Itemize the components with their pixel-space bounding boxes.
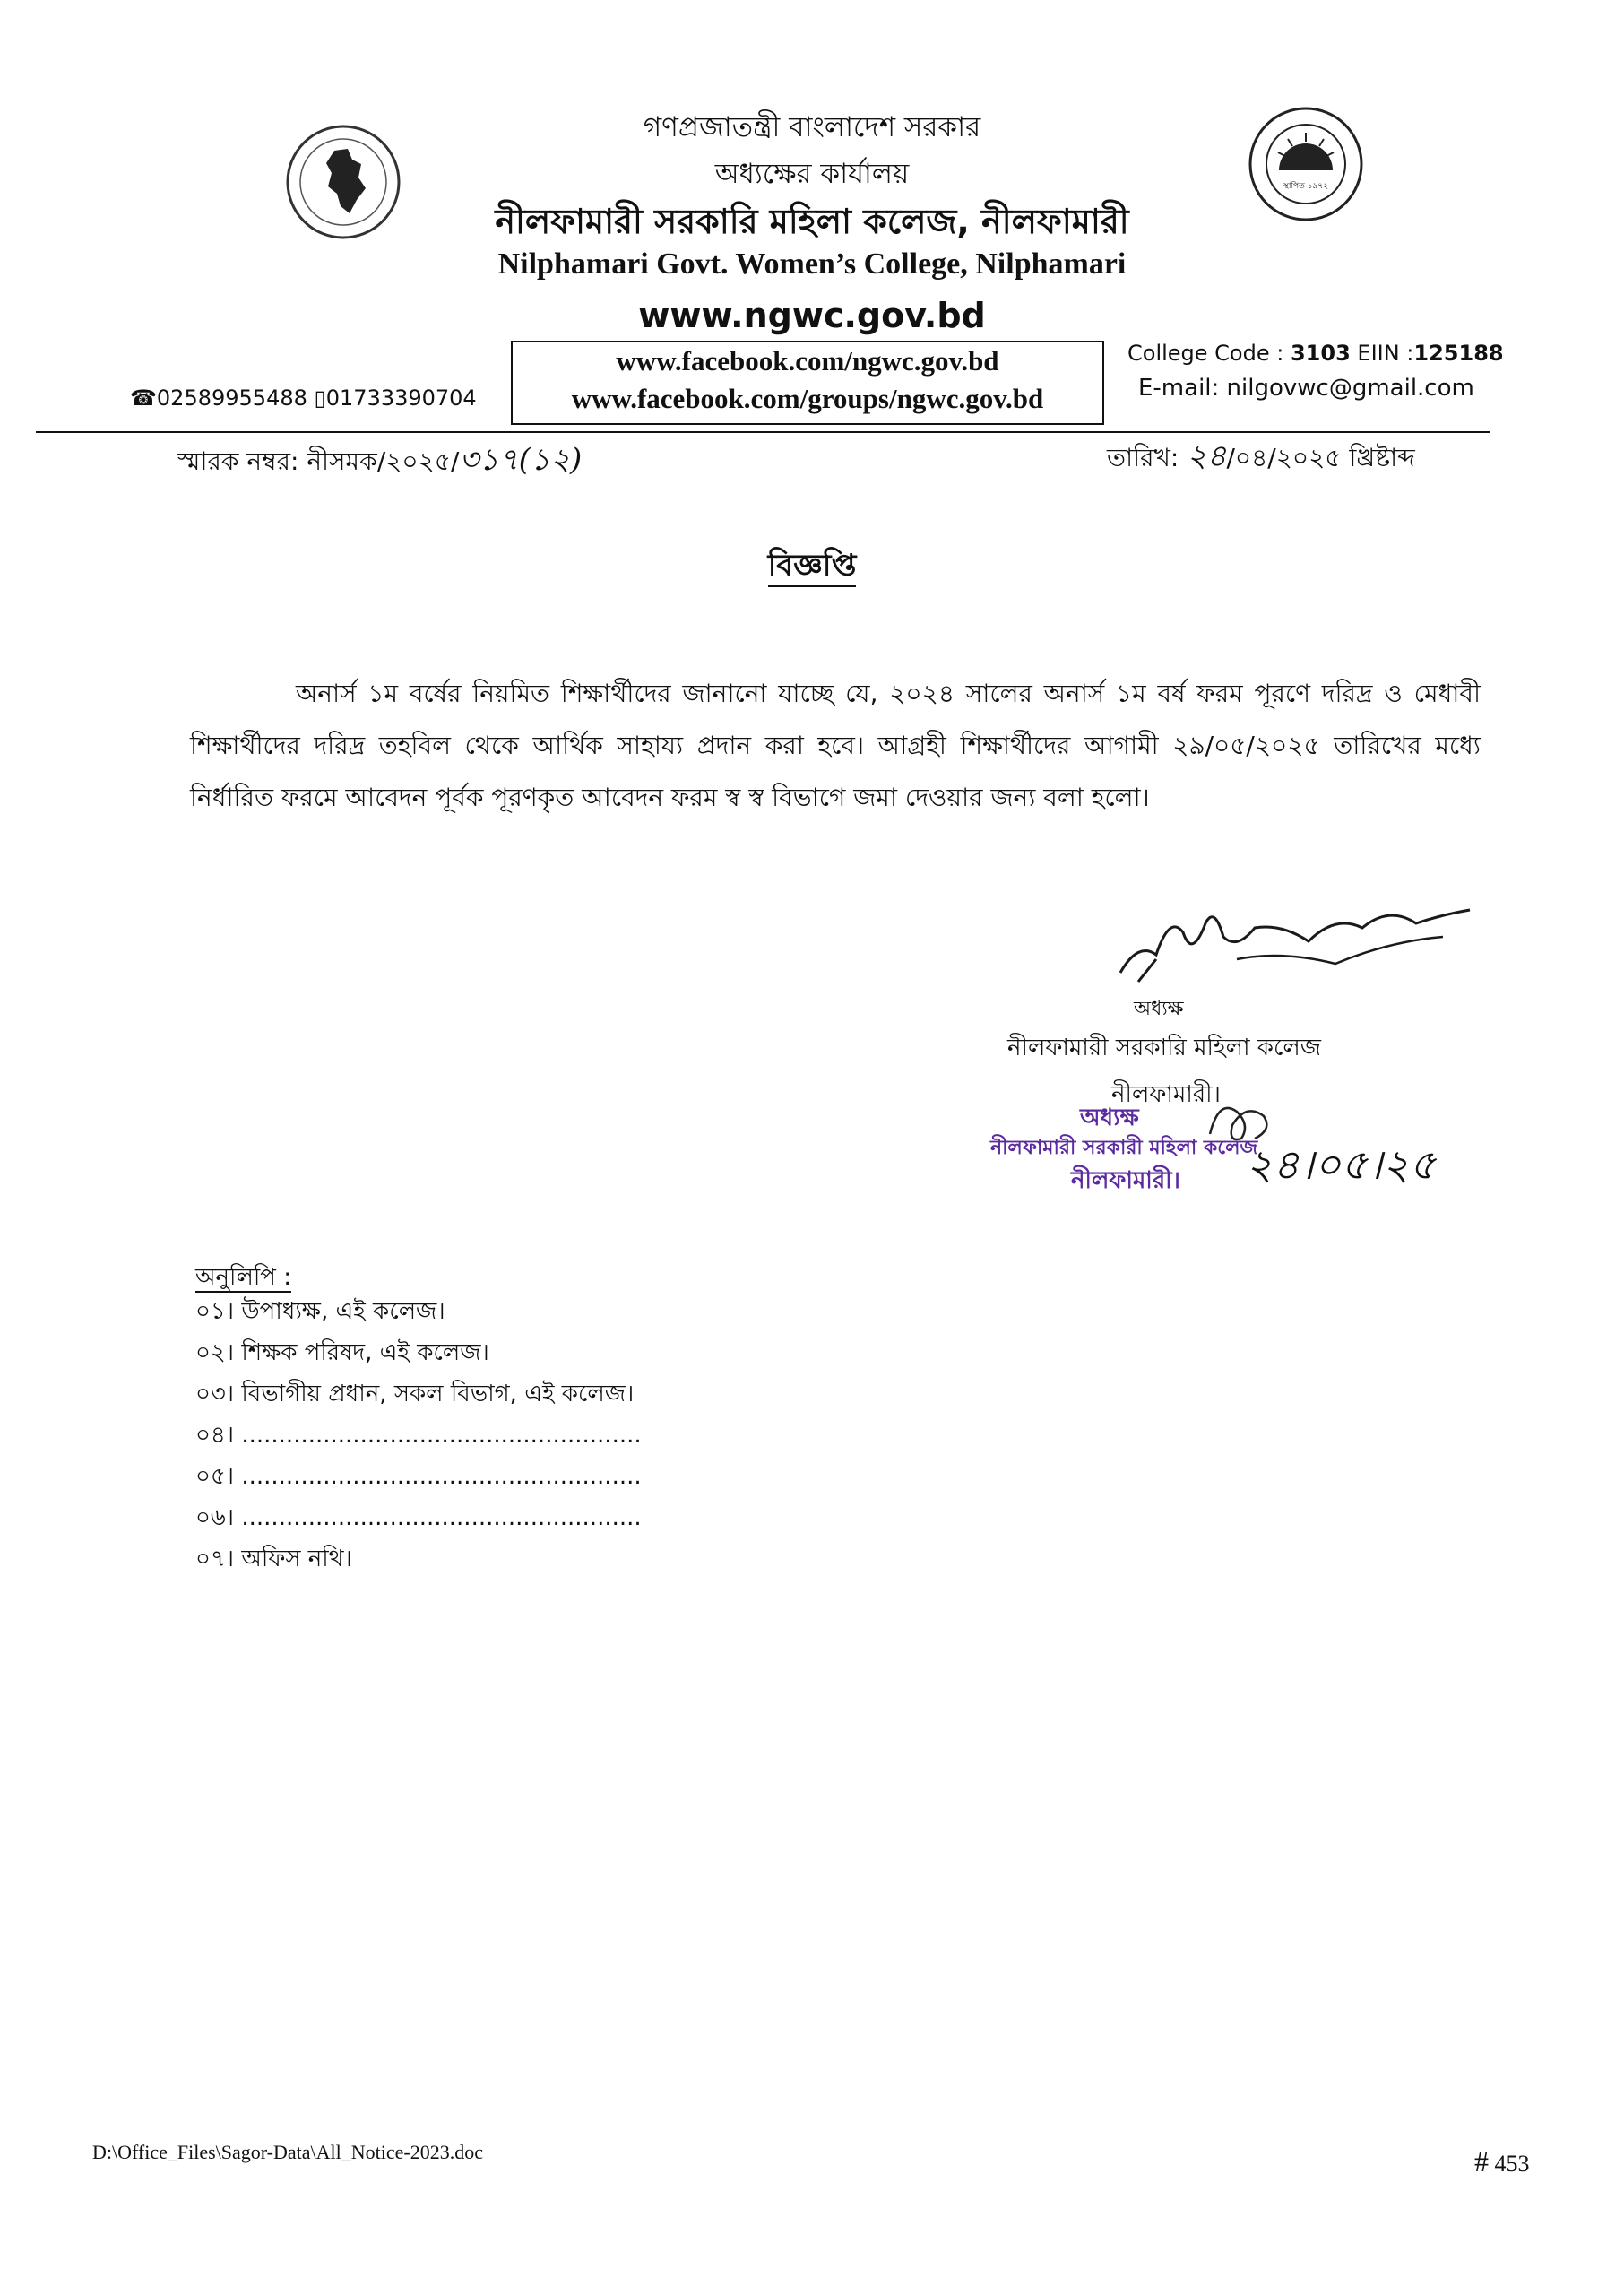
- website-link[interactable]: www.ngwc.gov.bd: [638, 296, 986, 335]
- contact-phones: [130, 385, 477, 411]
- distribution-heading: অনুলিপি :: [195, 1264, 291, 1291]
- date-label: তারিখ:: [1107, 443, 1179, 472]
- distribution-item: ০৬। ......................................................: [195, 1504, 642, 1531]
- college-code-line: [1127, 341, 1504, 366]
- facebook-page-link[interactable]: www.facebook.com/ngwc.gov.bd: [616, 345, 999, 377]
- memo-label: স্মারক নম্বর: নীসমক/২০২৫/: [177, 446, 460, 476]
- office-name: অধ্যক্ষের কার্যালয়: [714, 158, 910, 190]
- government-name: গণপ্রজাতন্ত্রী বাংলাদেশ সরকার: [643, 111, 981, 143]
- page-hash: #: [1474, 2145, 1489, 2178]
- college-code-label: College Code :: [1127, 341, 1284, 366]
- distribution-list: [195, 1291, 642, 1580]
- email-label: E-mail:: [1138, 375, 1220, 402]
- footer-file-path: D:\Office_Files\Sagor-Data\All_Notice-2023.doc: [92, 2141, 483, 2163]
- date-rest: /০৪/২০২৫ খ্রিষ্টাব্দ: [1226, 443, 1415, 472]
- distribution-item: ০২। শিক্ষক পরিষদ, এই কলেজ।: [195, 1339, 489, 1366]
- principal-signature: [1102, 888, 1497, 995]
- distribution-item: ০৫। ......................................................: [195, 1463, 642, 1490]
- seal-established-text: স্থাপিত ১৯৭২: [1283, 182, 1329, 191]
- facebook-links-box: [511, 341, 1104, 425]
- mobile-icon: ▯: [314, 385, 326, 411]
- date-handwritten-day: ২৪: [1187, 438, 1227, 474]
- phone-icon: ☎: [130, 385, 157, 411]
- email-line: [1138, 375, 1474, 402]
- official-seal-title: অধ্যক্ষ: [1080, 1104, 1139, 1131]
- page-number: [1474, 2145, 1530, 2178]
- memo-handwritten-number: ৩১৭(১২): [459, 442, 583, 478]
- signature-college: নীলফামারী সরকারি মহিলা কলেজ: [1007, 1035, 1322, 1061]
- notice-body: অনার্স ১ম বর্ষের নিয়মিত শিক্ষার্থীদের জানানো যাচ্ছে যে, ২০২৪ সালের অনার্স ১ম বর্ষ ফরম পূরণে দরিদ্র ও মেধাবী শিক্ষার্থীদের দরিদ্র তহবিল থেকে আর্থিক সাহায্য প্রদান করা হবে। আগ্রহী শিক্ষার্থীদের আগামী ২৯/০৫/২০২৫ তারিখের মধ্যে নির্ধারিত ফরমে আবেদন পূর্বক পূরণকৃত আবেদন ফরম স্ব স্ব বিভাগে জমা দেওয়ার জন্য বলা হলো।: [190, 679, 1481, 812]
- signature-handwritten-date: ২৪।০৫।২৫: [1246, 1140, 1437, 1189]
- notice-date: [1107, 433, 1415, 484]
- email-address[interactable]: nilgovwc@gmail.com: [1226, 375, 1474, 402]
- distribution-item: ০৩। বিভাগীয় প্রধান, সকল বিভাগ, এই কলেজ।: [195, 1381, 635, 1407]
- official-seal-college: নীলফামারী সরকারী মহিলা কলেজ: [990, 1136, 1258, 1159]
- distribution-item: ০১। উপাধ্যক্ষ, এই কলেজ।: [195, 1298, 445, 1325]
- signature-district: নীলফামারী।: [1111, 1081, 1221, 1108]
- facebook-group-link[interactable]: www.facebook.com/groups/ngwc.gov.bd: [571, 383, 1044, 414]
- eiin-label: EIIN :: [1357, 341, 1414, 366]
- signature-scribble-icon: [1102, 888, 1497, 995]
- college-code-value: 3103: [1290, 341, 1351, 366]
- distribution-item: ০৪। ......................................................: [195, 1422, 642, 1449]
- official-seal-district: নীলফামারী।: [1071, 1167, 1180, 1194]
- college-name-bangla: নীলফামারী সরকারি মহিলা কলেজ, নীলফামারী: [495, 202, 1129, 241]
- signature-title: অধ্যক্ষ: [1134, 998, 1184, 1020]
- page-number-value: 453: [1494, 2151, 1530, 2177]
- mobile-number: 01733390704: [325, 385, 477, 411]
- memo-number: [177, 437, 582, 488]
- college-name-english: Nilphamari Govt. Women’s College, Nilphamari: [497, 247, 1127, 281]
- eiin-value: 125188: [1413, 341, 1504, 366]
- notice-title: বিজ্ঞপ্তি: [0, 542, 1624, 593]
- phone-number: 02589955488: [156, 385, 307, 411]
- distribution-item: ০৭। অফিস নথি।: [195, 1546, 352, 1572]
